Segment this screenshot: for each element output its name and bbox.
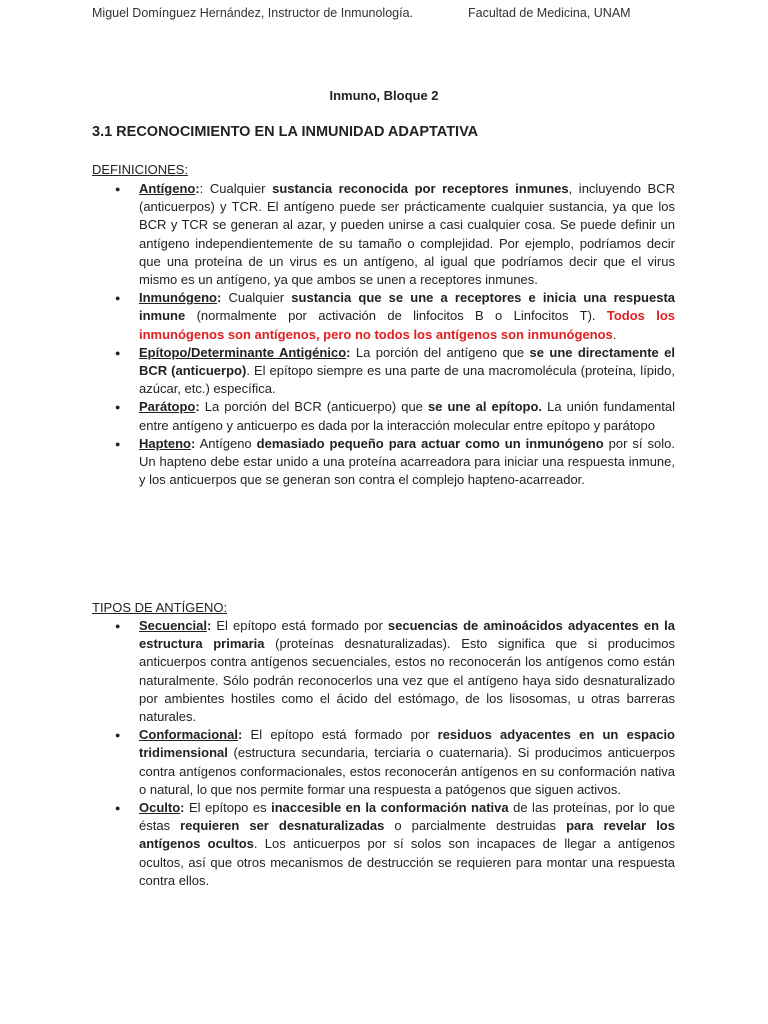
- text: por sí solo. Un hapteno debe estar unido a una proteína acarreadora para iniciar una respuesta inmune, y los anticuerpos que se generan son contra el complejo hapteno-acarreador.: [139, 435, 675, 488]
- bold-text: sustancia que se une a receptores e inicia una respuesta inmune: [139, 290, 675, 324]
- text: , incluyendo BCR (anticuerpos) y TCR. El antígeno puede ser prácticamente cualquier sustancia, ya que los BCR y TCR se generan al azar, y pueden unirse a casi cualquier cosa. Se puede definir un antígeno independientemente de su tamaño o complejidad. Por ejemplo, podríamos decir que una proteína de un virus es un antígeno, al igual que podríamos decir que el virus mismo es un antígeno, ya que ambos se unen a receptores inmunes.: [139, 181, 675, 288]
- term-colon: :: [217, 290, 222, 306]
- term-secuencial: Secuencial: [139, 618, 207, 633]
- term-oculto: Oculto: [139, 800, 181, 816]
- definition-paratopo: [0, 398, 675, 434]
- bold-text: para revelar los antígenos ocultos: [139, 818, 675, 852]
- type-secuencial: [0, 617, 675, 726]
- bold-text: requieren ser desnaturalizadas: [180, 818, 385, 834]
- bold-text: inaccesible en la conformación nativa: [271, 800, 509, 816]
- bold-text: secuencias de aminoácidos adyacentes en la estructura primaria: [139, 618, 676, 652]
- text: Cualquier: [221, 290, 292, 306]
- text: (proteínas desnaturalizadas). Esto significa que si producimos anticuerpos contra antígenos secuenciales, estos no reconocerán los antígenos como están naturalmente. Sólo podrán reconocerlos una vez que el antígeno haya sido desnaturalizado por ambientes hostiles como el ácido del estómago, de los lisosomas, u otras barreras naturales.: [139, 636, 676, 725]
- bold-text: se une al epítopo.: [427, 399, 543, 415]
- header-institution: Facultad de Medicina, UNAM: [468, 6, 631, 20]
- antigen-types-list: [0, 617, 675, 890]
- bold-text: residuos adyacentes en un espacio tridimensional: [139, 727, 676, 761]
- term-antigeno: Antígeno: [139, 181, 196, 196]
- text: . Los anticuerpos por sí solos son incapaces de llegar a antígenos ocultos, así que otros mecanismos de destrucción se requieren para montar una respuesta contra ellos.: [139, 836, 675, 888]
- text: El epítopo está formado por: [242, 727, 438, 743]
- text: (normalmente por activación de linfocitos B o Linfocitos T).: [185, 308, 607, 324]
- term-inmunogeno: Inmunógeno: [139, 290, 217, 306]
- term-colon: :: [237, 727, 243, 743]
- definition-hapteno: [0, 435, 675, 490]
- term-colon: :: [195, 181, 200, 196]
- section-title: 3.1 RECONOCIMIENTO EN LA INMUNIDAD ADAPTATIVA: [92, 124, 479, 140]
- text: de las proteínas, por lo que éstas: [139, 800, 675, 834]
- term-conformacional: Conformacional: [139, 727, 238, 743]
- term-colon: :: [191, 435, 196, 451]
- document-title: Inmuno, Bloque 2: [329, 88, 439, 103]
- text: La porción del BCR (anticuerpo) que: [199, 399, 428, 415]
- header-author: Miguel Domínguez Hernández, Instructor de Inmunología.: [92, 6, 414, 20]
- definition-antigeno: [0, 180, 675, 289]
- term-colon: :: [206, 618, 212, 633]
- term-paratopo: Parátopo: [139, 399, 196, 415]
- term-hapteno: Hapteno: [139, 435, 191, 451]
- text: El epítopo es: [184, 800, 272, 816]
- text: o parcialmente destruidas: [384, 818, 567, 834]
- bold-text: se une directamente el BCR (anticuerpo): [139, 344, 676, 379]
- text: El epítopo está formado por: [211, 618, 388, 633]
- term-colon: :: [195, 399, 200, 415]
- term-epitopo: Epítopo/Determinante Antigénico: [139, 344, 347, 360]
- definition-inmunogeno: [0, 289, 675, 344]
- text: La unión fundamental entre antígeno y anticuerpo es dada por la interacción molecular entre epítopo y parátopo: [139, 399, 675, 433]
- text: La porción del antígeno que: [350, 344, 530, 360]
- highlight-text: Todos los inmunógenos son antígenos, pero no todos los antígenos son inmunógenos: [139, 308, 675, 342]
- type-oculto: [0, 799, 675, 890]
- term-colon: :: [180, 800, 185, 816]
- text: .: [612, 326, 617, 342]
- text: . El epítopo siempre es una parte de una macromolécula (proteína, lípido, azúcar, etc.) específica.: [139, 363, 675, 397]
- bold-text: sustancia reconocida por receptores inmunes: [272, 181, 569, 196]
- definition-epitopo: [0, 344, 675, 399]
- term-colon: :: [346, 344, 351, 360]
- definitions-list: [0, 180, 675, 489]
- bold-text: demasiado pequeño para actuar como un inmunógeno: [256, 435, 604, 451]
- text: : Cualquier: [199, 181, 273, 196]
- text: (estructura secundaria, terciaria o cuaternaria). Si producimos anticuerpos contra antígenos conformacionales, estos reconocerán antígenos en su conformación nativa o natural, lo que nos permite formar una respuesta a patógenos que siguen activos.: [139, 745, 675, 797]
- definitions-heading: DEFINICIONES:: [92, 162, 189, 177]
- text: Antígeno: [195, 435, 257, 451]
- type-conformacional: [0, 726, 675, 799]
- types-heading: TIPOS DE ANTÍGENO:: [92, 600, 228, 615]
